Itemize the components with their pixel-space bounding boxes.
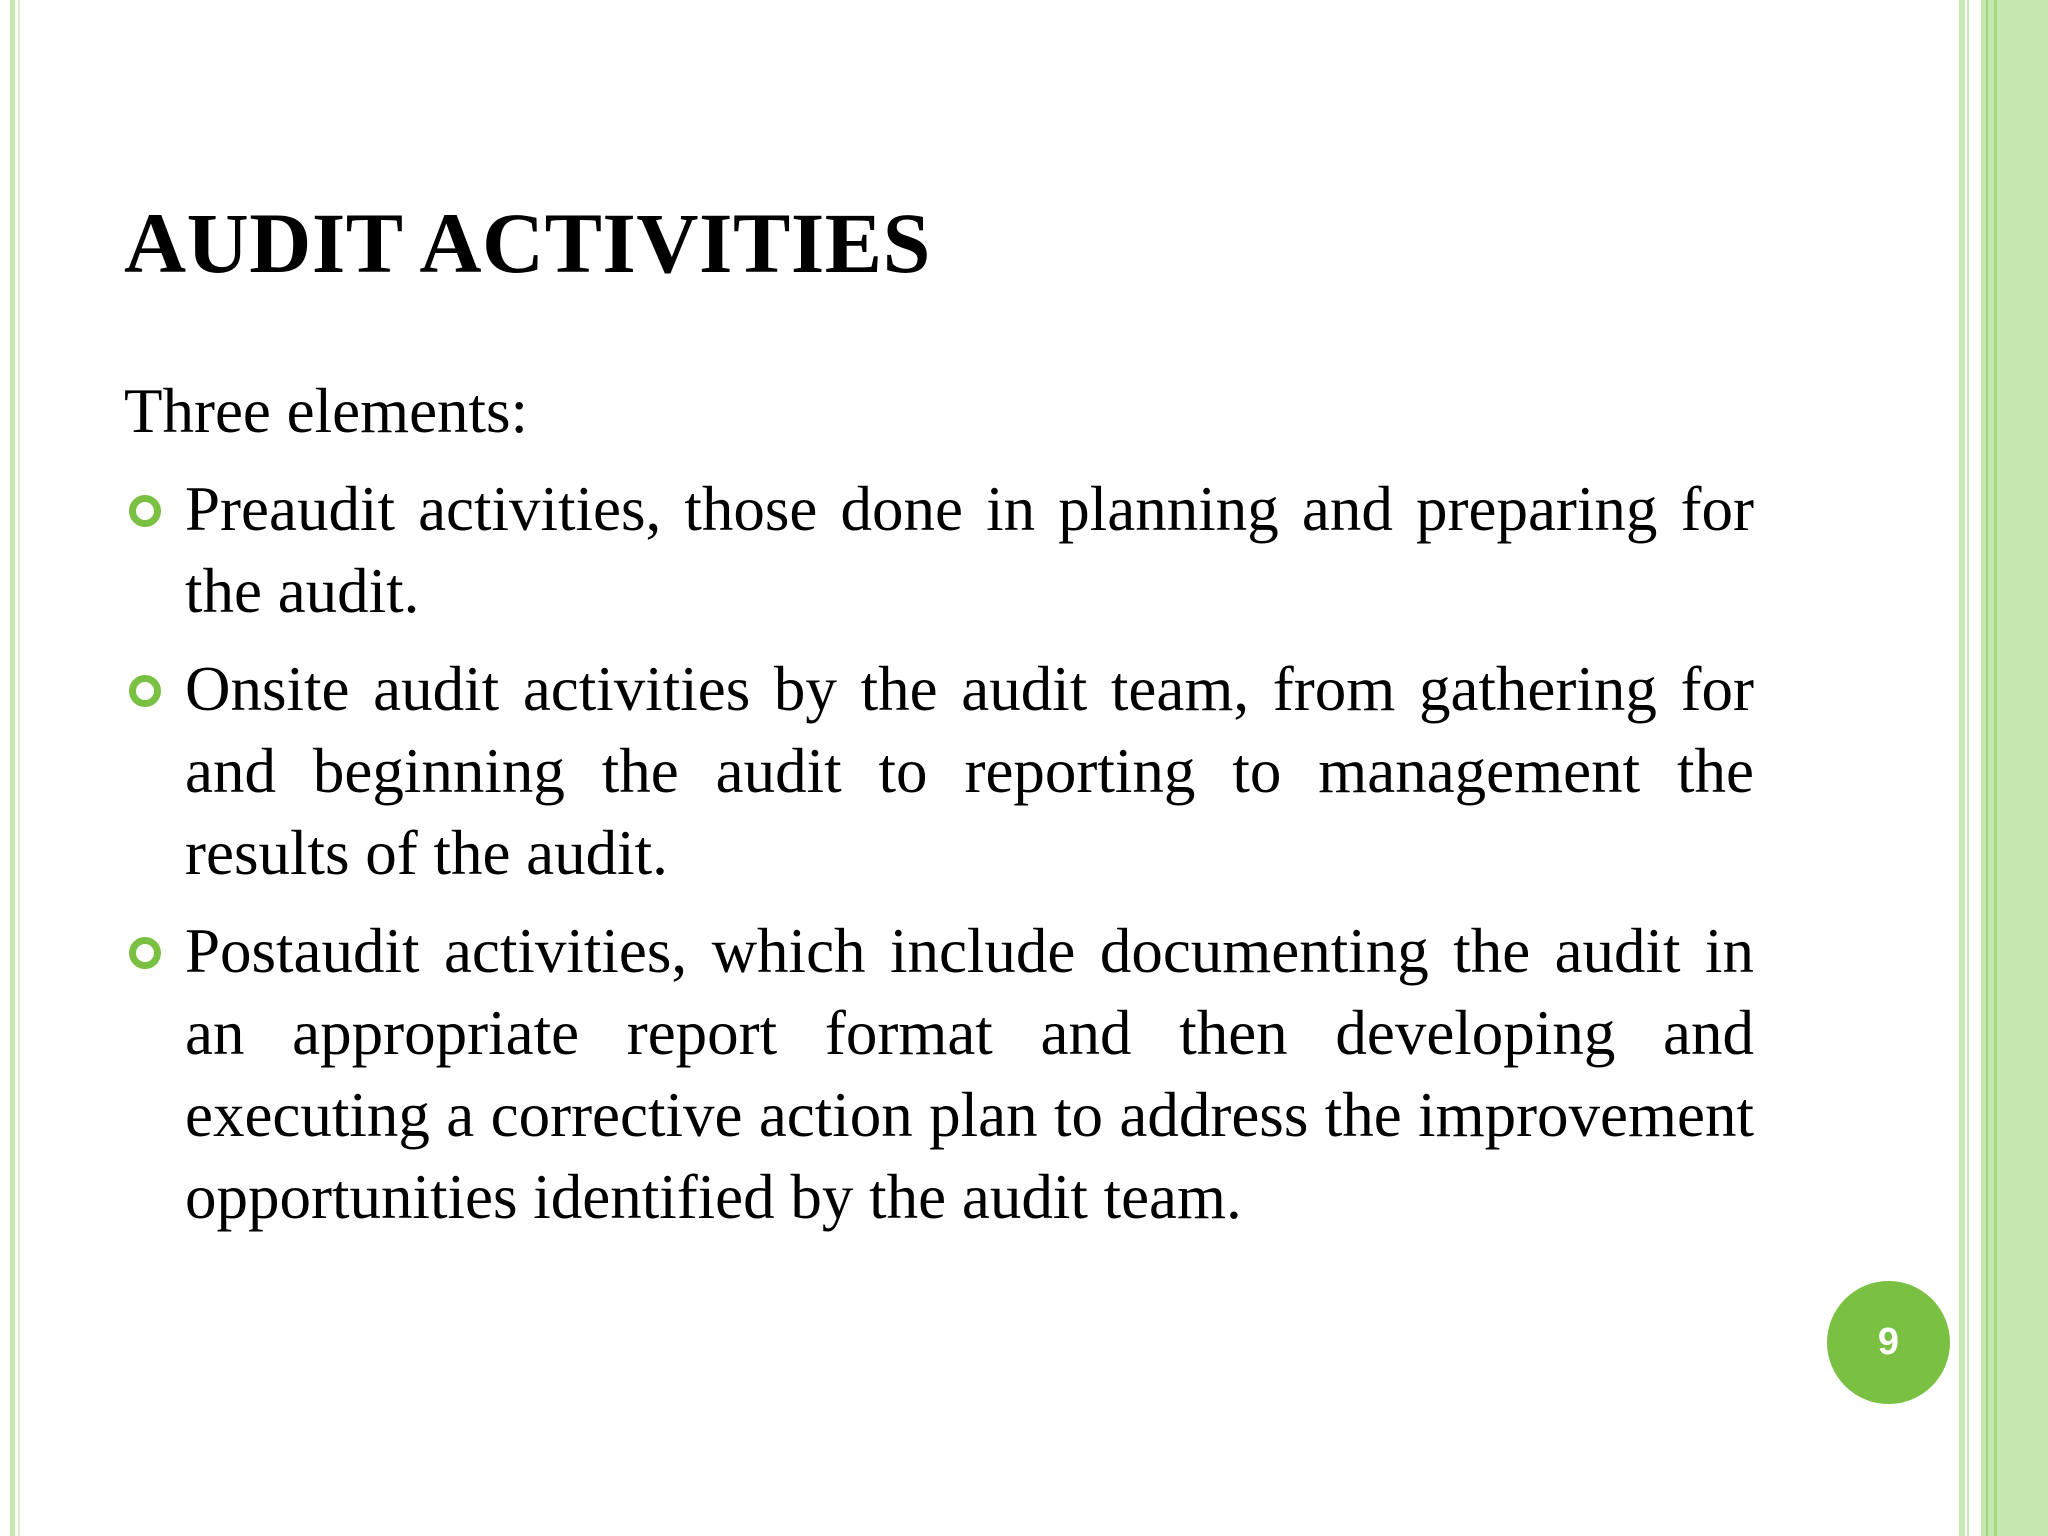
left-border-stripe bbox=[10, 0, 15, 1536]
page-number: 9 bbox=[1877, 1321, 1900, 1363]
page-number-badge bbox=[1827, 1281, 1950, 1404]
bullet-text: Preaudit activities, those done in planning and preparing for the audit. bbox=[185, 474, 1754, 626]
right-border-line bbox=[1959, 0, 1965, 1536]
list-item bbox=[124, 910, 1754, 1238]
bullet-circle-icon bbox=[129, 675, 161, 707]
left-border-line bbox=[18, 0, 20, 1536]
bullet-list bbox=[124, 468, 1754, 1238]
right-border-band bbox=[1981, 0, 2048, 1536]
bullet-text: Postaudit activities, which include documenting the audit in an appropriate report format and then developing and executing a corrective action plan to address the improvement opportunities identified by the audit team. bbox=[185, 916, 1754, 1232]
bullet-circle-icon bbox=[129, 937, 161, 969]
list-item bbox=[124, 648, 1754, 894]
right-border-band-line bbox=[1986, 0, 1988, 1536]
slide-title: AUDIT ACTIVITIES bbox=[124, 195, 931, 291]
bullet-circle-icon bbox=[129, 495, 161, 527]
list-item bbox=[124, 468, 1754, 632]
slide-content bbox=[124, 370, 1754, 1254]
right-border-line bbox=[1967, 0, 1969, 1536]
intro-text: Three elements: bbox=[124, 376, 529, 446]
bullet-text: Onsite audit activities by the audit team, from gathering for and beginning the audit to reporting to management the results of the audit. bbox=[185, 654, 1754, 888]
right-border-band-line bbox=[1994, 0, 1997, 1536]
